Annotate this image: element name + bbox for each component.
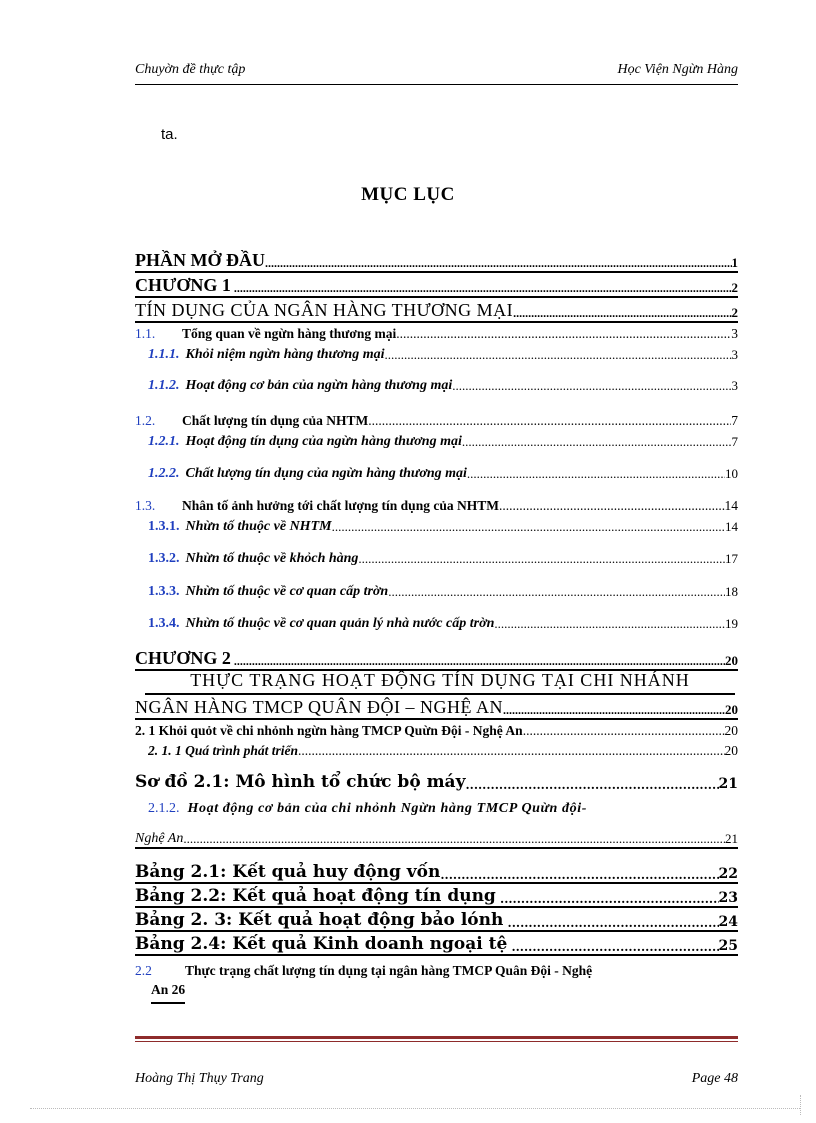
page-edge-dotted-line [30, 1108, 800, 1109]
page-footer [135, 1071, 738, 1091]
toc-entry-chapter-2-title-line1[interactable]: THỰC TRẠNG HOẠT ĐỘNG TÍN DỤNG TẠI CHI NHÁNH [145, 670, 735, 695]
toc-entry-chapter-1[interactable]: CHƯƠNG 1 ..... 2 [135, 272, 738, 298]
page-title: MỤC LỤC [361, 184, 455, 205]
toc-entry-1-3-4[interactable]: 1.3.4. Nhừn tố thuộc về cơ quan quản lý nhà nước cấp trờn ..... 19 [148, 612, 738, 632]
toc-entry-2-1[interactable]: 2. 1 Khỏi quỏt về chi nhỏnh ngừn hàng TMCP Quừn Đội - Nghệ An ..... 20 [135, 720, 738, 739]
toc-entry-2-2-continued[interactable]: An 26 [151, 982, 185, 1004]
footer-page-number: Page 48 [691, 1071, 738, 1086]
toc-entry-1-1-1[interactable]: 1.1.1. Khỏi niệm ngừn hàng thương mại ..... 3 [148, 343, 738, 363]
toc-entry-1-2-1[interactable]: 1.2.1. Hoạt động tín dụng của ngừn hàng thương mại ..... 7 [148, 430, 738, 450]
toc-entry-diagram-2-1[interactable]: Sơ đồ 2.1: Mô hình tổ chức bộ máy ..... 21 [135, 770, 738, 792]
toc-entry-table-2-1[interactable]: Bảng 2.1: Kết quả huy động vốn ..... 22 [135, 860, 738, 884]
toc-entry-1-1[interactable]: 1.1. Tổng quan về ngừn hàng thương mại ..... 3 [135, 323, 738, 342]
header-left: Chuyờn đề thực tập [135, 62, 246, 77]
toc-entry-1-2[interactable]: 1.2. Chất lượng tín dụng của NHTM ..... 7 [135, 410, 738, 429]
toc-entry-table-2-3[interactable]: Bảng 2. 3: Kết quả hoạt động bảo lónh ..... 24 [135, 908, 738, 932]
toc-entry-1-3-1[interactable]: 1.3.1. Nhừn tố thuộc về NHTM ..... 14 [148, 515, 738, 535]
toc-entry-chapter-2[interactable]: CHƯƠNG 2 ..... 20 [135, 645, 738, 671]
footer-author: Hoàng Thị Thụy Trang [135, 1071, 264, 1086]
toc-entry-1-3[interactable]: 1.3. Nhân tố ảnh hưởng tới chất lượng tín dụng của NHTM ..... 14 [135, 495, 738, 514]
header-right: Học Viện Ngừn Hàng [617, 62, 738, 77]
toc-entry-chapter-1-title[interactable]: TÍN DỤNG CỦA NGÂN HÀNG THƯƠNG MẠI ..... 2 [135, 297, 738, 323]
toc-entry-2-1-2[interactable]: 2.1.2. Hoạt động cơ bản của chi nhỏnh Ngừn hàng TMCP Quừn đội- [148, 801, 587, 816]
toc-entry-2-1-1[interactable]: 2. 1. 1 Quá trình phát triển ..... 20 [148, 740, 738, 759]
toc-entry-2-1-2-continued[interactable]: Nghệ An ..... 21 [135, 827, 738, 849]
toc-entry-intro[interactable]: PHẦN MỞ ĐẦU ..... 1 [135, 247, 738, 273]
toc-entry-table-2-4[interactable]: Bảng 2.4: Kết quả Kinh doanh ngoại tệ ..... 25 [135, 932, 738, 956]
toc-entry-1-1-2[interactable]: 1.1.2. Hoạt động cơ bản của ngừn hàng thương mại ..... 3 [148, 374, 738, 394]
footer-rule-thick [135, 1036, 738, 1039]
footer-rule-thin [135, 1041, 738, 1042]
intro-fragment: ta. [161, 126, 178, 143]
toc-entry-chapter-2-title-line2[interactable]: NGÂN HÀNG TMCP QUÂN ĐỘI – NGHỆ AN ..... 20 [135, 694, 738, 720]
toc-entry-1-3-3[interactable]: 1.3.3. Nhừn tố thuộc về cơ quan cấp trờn ..... 18 [148, 580, 738, 600]
toc-entry-1-2-2[interactable]: 1.2.2. Chất lượng tín dụng của ngừn hàng thương mại ..... 10 [148, 462, 738, 482]
toc-entry-table-2-2[interactable]: Bảng 2.2: Kết quả hoạt động tín dụng ..... 23 [135, 884, 738, 908]
page-edge-dotted-line-vertical [800, 1095, 801, 1115]
toc-entry-2-2[interactable]: 2.2 Thực trạng chất lượng tín dụng tại ngân hàng TMCP Quân Đội - Nghệ [135, 963, 593, 978]
toc-entry-1-3-2[interactable]: 1.3.2. Nhừn tố thuộc về khỏch hàng ..... 17 [148, 547, 738, 567]
